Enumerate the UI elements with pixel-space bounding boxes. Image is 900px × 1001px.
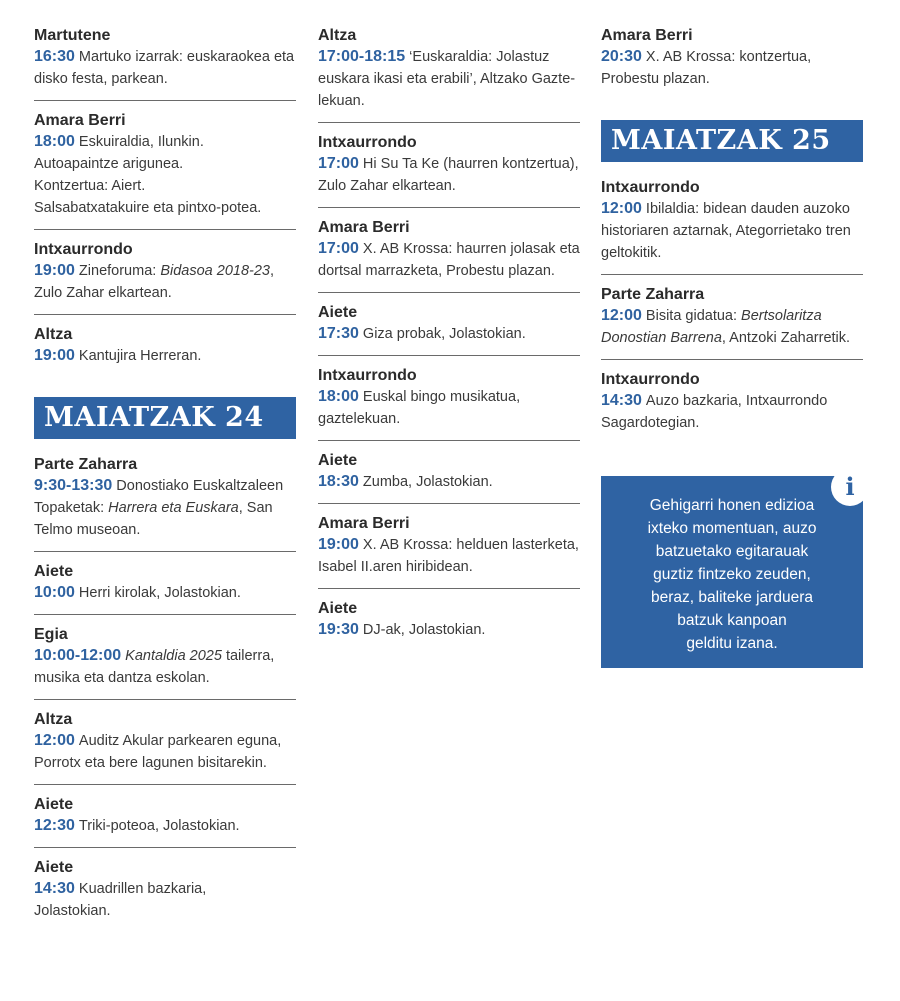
info-line: guztiz fintzeko zeuden, <box>653 566 811 583</box>
event-text: Bisita gidatua: <box>645 308 742 324</box>
event-text: Probestu plazan. <box>601 71 710 87</box>
event-text: euskara ikasi eta erabili’, Altzako Gazte- <box>318 71 576 87</box>
event-line <box>34 475 296 497</box>
event-entry <box>601 370 863 444</box>
event-line <box>34 175 296 197</box>
event-location: Intxaurrondo <box>318 134 417 151</box>
event-text: , San <box>238 500 273 516</box>
event-line <box>601 327 863 349</box>
event-time: 18:30 <box>318 473 359 490</box>
event-location: Intxaurrondo <box>34 241 133 258</box>
event-entry <box>318 599 580 651</box>
event-text: Auzo bazkaria, Intxaurrondo <box>645 393 828 409</box>
event-line <box>34 46 296 68</box>
event-text: disko festa, parkean. <box>34 71 168 87</box>
info-line: gelditu izana. <box>686 635 778 652</box>
event-entry <box>34 858 296 932</box>
event-text: , <box>269 263 275 279</box>
day-heading: MAIATZAK 24 <box>34 397 296 439</box>
event-entry <box>34 795 296 848</box>
event-line <box>34 282 296 304</box>
event-text: Hi Su Ta Ke (haurren kontzertua), <box>362 156 579 172</box>
event-text: Kontzertua: Aiert. <box>34 178 146 194</box>
event-text: X. AB Krossa: helduen lasterketa, <box>362 537 579 553</box>
event-text: Ibilaldia: bidean dauden auzoko <box>645 201 850 217</box>
event-line <box>34 815 296 837</box>
event-entry <box>34 562 296 615</box>
event-time: 17:00 <box>318 155 359 172</box>
event-location: Parte Zaharra <box>34 456 138 473</box>
event-time: 12:30 <box>34 817 75 834</box>
event-line <box>601 412 863 434</box>
event-list <box>601 26 863 100</box>
event-list <box>318 26 580 651</box>
event-text: Donostiako Euskaltzaleen <box>116 478 284 494</box>
event-title-italic: Bertsolaritza <box>741 308 822 324</box>
event-entry <box>601 178 863 275</box>
event-line <box>318 619 580 641</box>
event-location: Amara Berri <box>601 27 693 44</box>
event-list <box>601 178 863 444</box>
event-line <box>34 131 296 153</box>
event-line <box>34 730 296 752</box>
event-time: 14:30 <box>34 880 75 897</box>
event-text: dortsal marrazketa, Probestu plazan. <box>318 263 555 279</box>
event-title-italic: Kantaldia 2025 <box>125 648 222 664</box>
event-line <box>601 198 863 220</box>
event-location: Altza <box>318 27 357 44</box>
info-box <box>601 472 863 668</box>
event-line <box>601 68 863 90</box>
event-entry <box>34 710 296 785</box>
event-line <box>318 386 580 408</box>
event-text: Topaketak: <box>34 500 109 516</box>
event-entry <box>318 218 580 293</box>
event-line <box>601 390 863 412</box>
event-time: 19:30 <box>318 621 359 638</box>
event-location: Aiete <box>318 600 358 617</box>
event-entry <box>601 26 863 100</box>
event-time: 9:30-13:30 <box>34 477 113 494</box>
event-text: DJ-ak, Jolastokian. <box>362 622 486 638</box>
event-entry <box>318 451 580 504</box>
event-line <box>318 238 580 260</box>
info-line: beraz, baliteke jarduera <box>651 589 813 606</box>
event-time: 12:00 <box>34 732 75 749</box>
event-location: Amara Berri <box>34 112 126 129</box>
event-time: 12:00 <box>601 200 642 217</box>
event-list <box>34 455 296 932</box>
event-time: 12:00 <box>601 307 642 324</box>
event-line <box>34 582 296 604</box>
event-line <box>34 153 296 175</box>
event-line <box>34 497 296 519</box>
event-location: Parte Zaharra <box>601 286 705 303</box>
column-3 <box>601 26 863 454</box>
event-text: Zumba, Jolastokian. <box>362 474 493 490</box>
event-time: 17:30 <box>318 325 359 342</box>
event-title-italic: Bidasoa 2018-23 <box>160 263 270 279</box>
column-1 <box>34 26 296 942</box>
event-location: Altza <box>34 326 73 343</box>
event-text: Jolastokian. <box>34 903 111 919</box>
event-line <box>34 878 296 900</box>
event-time: 19:00 <box>318 536 359 553</box>
event-text: X. AB Krossa: haurren jolasak eta <box>362 241 580 257</box>
event-text: musika eta dantza eskolan. <box>34 670 210 686</box>
event-text: Kuadrillen bazkaria, <box>78 881 207 897</box>
event-line <box>601 46 863 68</box>
event-text: Zineforuma: <box>78 263 161 279</box>
event-line <box>34 645 296 667</box>
event-text: Zulo Zahar elkartean. <box>34 285 172 301</box>
event-entry <box>34 240 296 315</box>
event-time: 17:00 <box>318 240 359 257</box>
event-entry <box>601 285 863 360</box>
event-line <box>34 752 296 774</box>
day-heading: MAIATZAK 25 <box>601 120 863 162</box>
event-text: Auditz Akular parkearen eguna, <box>78 733 282 749</box>
event-location: Aiete <box>34 859 74 876</box>
event-line <box>601 220 863 242</box>
info-line: batzuk kanpoan <box>677 612 787 629</box>
event-line <box>318 153 580 175</box>
event-time: 18:00 <box>318 388 359 405</box>
event-text: tailerra, <box>221 648 275 664</box>
event-line <box>601 242 863 264</box>
event-entry <box>318 133 580 208</box>
event-location: Aiete <box>34 563 74 580</box>
event-line <box>34 667 296 689</box>
event-text: ‘Euskaraldia: Jolastuz <box>409 49 550 65</box>
info-line: batzuetako egitarauak <box>655 543 809 560</box>
event-location: Amara Berri <box>318 219 410 236</box>
event-text: Zulo Zahar elkartean. <box>318 178 456 194</box>
event-entry <box>34 625 296 700</box>
event-entry <box>318 514 580 589</box>
event-time: 17:00-18:15 <box>318 48 406 65</box>
event-text: historiaren aztarnak, Ategorrietako tren <box>601 223 851 239</box>
event-line <box>34 900 296 922</box>
event-entry <box>34 26 296 101</box>
event-line <box>318 175 580 197</box>
event-text: Kantujira Herreran. <box>78 348 202 364</box>
event-time: 20:30 <box>601 48 642 65</box>
event-line <box>34 68 296 90</box>
event-text: lekuan. <box>318 93 365 109</box>
event-text: X. AB Krossa: kontzertua, <box>645 49 812 65</box>
event-location: Aiete <box>318 304 358 321</box>
event-text: Porrotx eta bere lagunen bisitarekin. <box>34 755 267 771</box>
event-text: Herri kirolak, Jolastokian. <box>78 585 241 601</box>
event-line <box>318 408 580 430</box>
event-text: Martuko izarrak: euskaraokea eta <box>78 49 295 65</box>
event-time: 10:00-12:00 <box>34 647 122 664</box>
event-title-italic: Harrera eta Euskara <box>108 500 239 516</box>
event-entry <box>34 111 296 230</box>
event-text: gaztelekuan. <box>318 411 401 427</box>
event-text: Telmo museoan. <box>34 522 141 538</box>
event-text: Triki-poteoa, Jolastokian. <box>78 818 240 834</box>
event-time: 14:30 <box>601 392 642 409</box>
event-text: , Antzoki Zaharretik. <box>721 330 851 346</box>
event-text: Autoapaintze arigunea. <box>34 156 184 172</box>
event-entry <box>318 26 580 123</box>
event-entry <box>318 303 580 356</box>
event-location: Intxaurrondo <box>318 367 417 384</box>
event-location: Intxaurrondo <box>601 371 700 388</box>
event-list <box>34 26 296 377</box>
event-text: Eskuiraldia, Ilunkin. <box>78 134 204 150</box>
event-location: Intxaurrondo <box>601 179 700 196</box>
event-entry <box>34 455 296 552</box>
event-location: Martutene <box>34 27 111 44</box>
column-2 <box>318 26 580 661</box>
event-line <box>318 556 580 578</box>
event-line <box>34 345 296 367</box>
event-text: Salsabatxatakuire eta pintxo-potea. <box>34 200 262 216</box>
event-time: 10:00 <box>34 584 75 601</box>
event-title-italic: Donostian Barrena <box>601 330 722 346</box>
info-line: Gehigarri honen edizioa <box>649 497 815 514</box>
event-time: 19:00 <box>34 262 75 279</box>
event-line <box>318 90 580 112</box>
event-location: Aiete <box>318 452 358 469</box>
event-entry <box>318 366 580 441</box>
info-text <box>617 494 847 655</box>
event-text: Euskal bingo musikatua, <box>362 389 521 405</box>
event-line <box>601 305 863 327</box>
event-line <box>318 68 580 90</box>
event-location: Aiete <box>34 796 74 813</box>
event-line <box>318 471 580 493</box>
info-line: ixteko momentuan, auzo <box>647 520 817 537</box>
event-location: Amara Berri <box>318 515 410 532</box>
event-entry <box>34 325 296 377</box>
event-line <box>34 260 296 282</box>
event-location: Egia <box>34 626 68 643</box>
event-line <box>34 197 296 219</box>
event-time: 18:00 <box>34 133 75 150</box>
event-text: Isabel II.aren hiribidean. <box>318 559 473 575</box>
event-text: Giza probak, Jolastokian. <box>362 326 526 342</box>
event-text: Sagardotegian. <box>601 415 700 431</box>
event-line <box>318 46 580 68</box>
event-line <box>318 534 580 556</box>
event-text: geltokitik. <box>601 245 662 261</box>
event-time: 19:00 <box>34 347 75 364</box>
info-icon: i <box>831 468 869 506</box>
event-line <box>34 519 296 541</box>
event-location: Altza <box>34 711 73 728</box>
event-line <box>318 260 580 282</box>
event-time: 16:30 <box>34 48 75 65</box>
event-line <box>318 323 580 345</box>
